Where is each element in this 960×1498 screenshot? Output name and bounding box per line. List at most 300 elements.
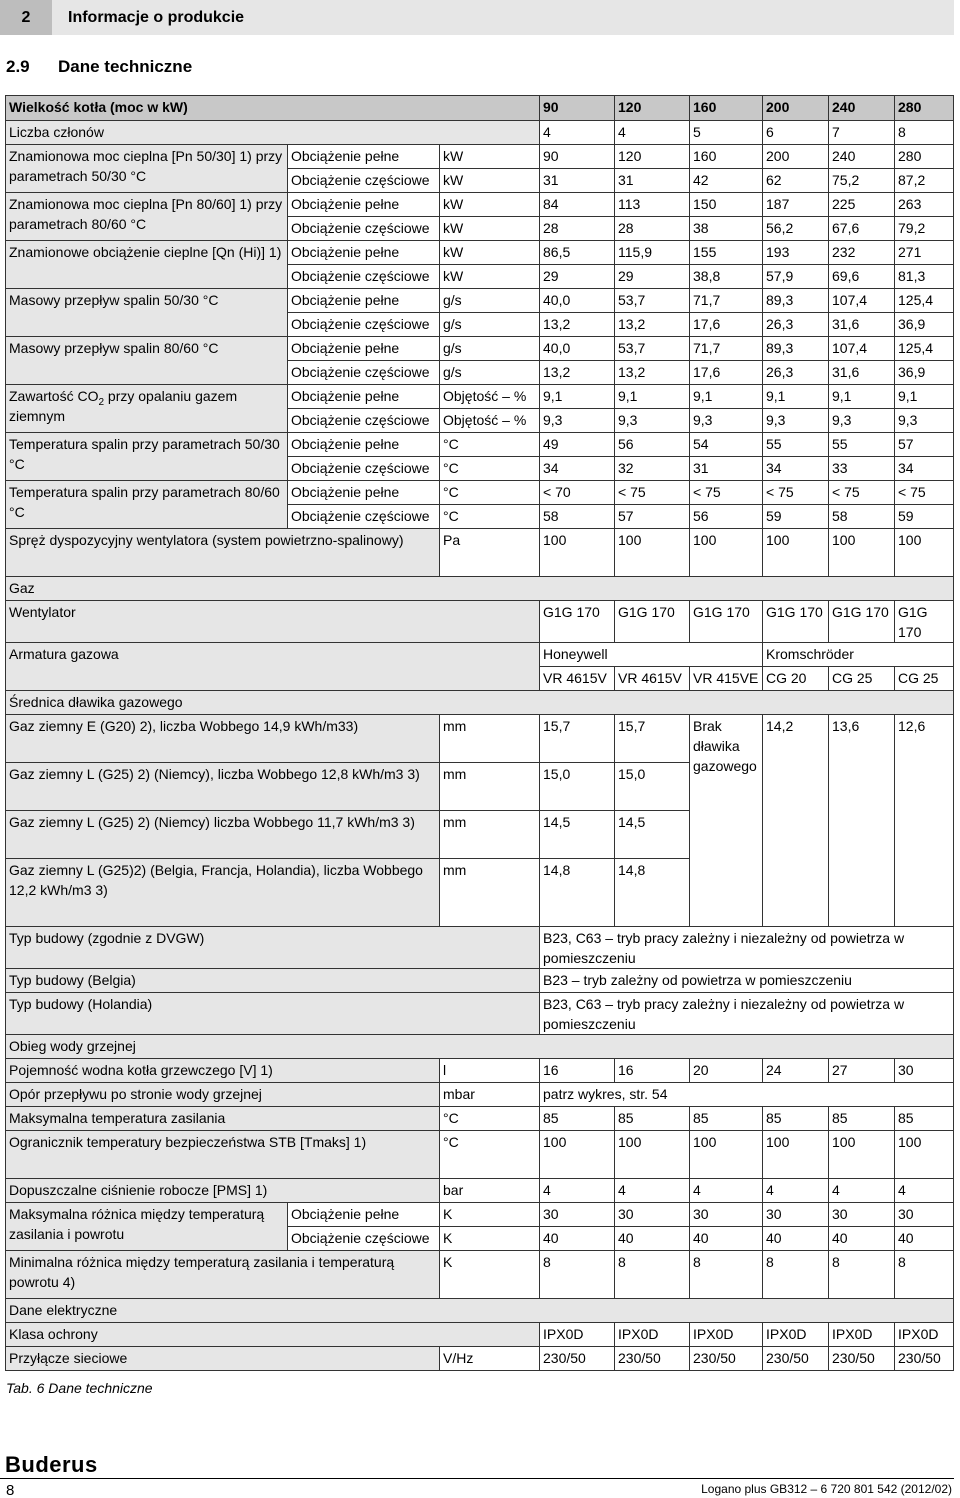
value-cell: 30 [690,1203,763,1227]
table-row [6,1035,954,1059]
value-cell: 100 [615,1131,690,1179]
technical-data-table [5,95,954,1371]
value-cell: IPX0D [615,1323,690,1347]
label-text: przy opalaniu gazem ziemnym [9,388,238,424]
value-cell: 36,9 [895,361,954,385]
value-cell: 38,8 [690,265,763,289]
value-cell: 9,3 [690,409,763,433]
value-cell: G1G 170 [615,601,690,643]
section-label: Dane elektryczne [6,1299,954,1323]
value-cell: 58 [540,505,615,529]
row-label: Gaz ziemny E (G20) 2), liczba Wobbego 14,9 kWh/m33) [6,715,440,763]
value-cell: 4 [540,1179,615,1203]
value-cell: 29 [540,265,615,289]
chapter-title: Informacje o produkcie [68,9,245,26]
value-cell: 56,2 [763,217,829,241]
header-size: 160 [690,96,763,121]
row-label: Maksymalna różnica między temperaturą zasilania i powrotu [6,1203,288,1251]
value-cell: 225 [829,193,895,217]
value-cell: 150 [690,193,763,217]
value-cell: 30 [829,1203,895,1227]
brand-logo: Buderus [5,1452,98,1477]
value-cell: < 75 [690,481,763,505]
unit-cell: g/s [440,337,540,361]
row-label: Temperatura spalin przy parametrach 80/60 °C [6,481,288,529]
table-row [6,1203,954,1227]
header-size: 90 [540,96,615,121]
value-cell: 17,6 [690,361,763,385]
value-cell: 57 [895,433,954,457]
value-cell: 100 [540,1131,615,1179]
section-number: 2.9 [6,57,30,76]
unit-cell: mm [440,859,540,927]
value-cell: 14,8 [540,859,615,927]
value-cell: VR 4615V [615,667,690,691]
value-cell: 42 [690,169,763,193]
section-label: Obieg wody grzejnej [6,1035,954,1059]
value-cell: 15,7 [540,715,615,763]
row-label: Przyłącze sieciowe [6,1347,440,1371]
load-cell: Obciążenie częściowe [288,169,440,193]
value-cell: 34 [540,457,615,481]
header-label: Wielkość kotła (moc w kW) [6,96,540,121]
value-cell: 14,5 [615,811,690,859]
value-cell: IPX0D [540,1323,615,1347]
value-cell: 89,3 [763,337,829,361]
value-cell: 33 [829,457,895,481]
unit-cell: °C [440,457,540,481]
load-cell: Obciążenie pełne [288,289,440,313]
value-cell: 49 [540,433,615,457]
value-cell: VR 415VE [690,667,763,691]
description-cell: patrz wykres, str. 54 [540,1083,954,1107]
chapter-number: 2 [0,0,52,35]
row-label: Ogranicznik temperatury bezpieczeństwa STB [Tmaks] 1) [6,1131,440,1179]
value-cell: G1G 170 [829,601,895,643]
row-label: Wentylator [6,601,540,643]
value-cell: 85 [615,1107,690,1131]
value-cell: 16 [615,1059,690,1083]
value-cell: 100 [615,529,690,577]
section-label: Gaz [6,577,954,601]
unit-cell: °C [440,433,540,457]
load-cell: Obciążenie częściowe [288,217,440,241]
value-cell: 263 [895,193,954,217]
value-cell: 59 [895,505,954,529]
value-cell: 27 [829,1059,895,1083]
value-cell: 8 [829,1251,895,1299]
value-cell: VR 4615V [540,667,615,691]
value-cell: 4 [615,121,690,145]
load-cell: Obciążenie pełne [288,1203,440,1227]
value-cell: 20 [690,1059,763,1083]
header-size: 120 [615,96,690,121]
description-cell: B23, C63 – tryb pracy zależny i niezależny od powietrza w pomieszczeniu [540,993,954,1035]
value-cell: 5 [690,121,763,145]
value-cell: 55 [763,433,829,457]
value-cell: 9,1 [763,385,829,409]
row-label: Temperatura spalin przy parametrach 50/30 °C [6,433,288,481]
value-cell: 81,3 [895,265,954,289]
row-label: Gaz ziemny L (G25) 2) (Niemcy) liczba Wobbego 11,7 kWh/m3 3) [6,811,440,859]
value-cell: 69,6 [829,265,895,289]
value-cell: 230/50 [615,1347,690,1371]
value-cell: 85 [895,1107,954,1131]
value-cell: 9,1 [829,385,895,409]
value-cell: 53,7 [615,289,690,313]
value-cell: 160 [690,145,763,169]
value-cell: 107,4 [829,289,895,313]
table-row [6,1323,954,1347]
value-cell: 40 [763,1227,829,1251]
row-label: Typ budowy (Belgia) [6,969,540,993]
unit-cell: Objętość – % [440,409,540,433]
value-cell: 31 [615,169,690,193]
row-label: Klasa ochrony [6,1323,540,1347]
value-cell: 232 [829,241,895,265]
value-cell: 56 [690,505,763,529]
value-cell: < 75 [829,481,895,505]
value-cell: 62 [763,169,829,193]
value-cell: < 75 [615,481,690,505]
unit-cell: g/s [440,289,540,313]
row-label: Typ budowy (zgodnie z DVGW) [6,927,540,969]
value-cell: 8 [763,1251,829,1299]
value-cell: 4 [690,1179,763,1203]
table-row [6,385,954,409]
value-cell: 28 [540,217,615,241]
value-cell: 30 [895,1059,954,1083]
value-cell: IPX0D [763,1323,829,1347]
value-cell: 13,2 [540,361,615,385]
unit-cell: bar [440,1179,540,1203]
value-cell: 9,1 [615,385,690,409]
value-cell: 13,2 [540,313,615,337]
row-label: Gaz ziemny L (G25)2) (Belgia, Francja, Holandia), liczba Wobbego 12,2 kWh/m3 3) [6,859,440,927]
row-label [6,385,288,433]
row-label: Masowy przepływ spalin 80/60 °C [6,337,288,385]
value-cell: 9,1 [540,385,615,409]
unit-cell: °C [440,481,540,505]
table-row [6,577,954,601]
value-cell: 13,2 [615,361,690,385]
value-cell: 40 [540,1227,615,1251]
value-cell: 54 [690,433,763,457]
value-cell: 30 [763,1203,829,1227]
load-cell: Obciążenie częściowe [288,265,440,289]
row-label: Dopuszczalne ciśnienie robocze [PMS] 1) [6,1179,440,1203]
value-cell: 84 [540,193,615,217]
table-row [6,145,954,169]
value-cell: 100 [895,1131,954,1179]
value-cell: CG 25 [829,667,895,691]
row-label: Armatura gazowa [6,643,540,691]
unit-cell: °C [440,505,540,529]
table-row [6,1107,954,1131]
value-cell: 90 [540,145,615,169]
table-row [6,481,954,505]
value-cell: 8 [615,1251,690,1299]
table-row [6,529,954,577]
value-cell: 57 [615,505,690,529]
value-cell: 280 [895,145,954,169]
value-cell: 40 [615,1227,690,1251]
value-cell: 12,6 [895,715,954,927]
row-label: Gaz ziemny L (G25) 2) (Niemcy), liczba Wobbego 12,8 kWh/m3 3) [6,763,440,811]
value-cell: IPX0D [829,1323,895,1347]
value-cell: 13,2 [615,313,690,337]
value-cell: 38 [690,217,763,241]
value-cell: 31,6 [829,361,895,385]
unit-cell: K [440,1251,540,1299]
section-heading [6,57,192,77]
manufacturer-cell: Honeywell [540,643,763,667]
row-label: Liczba członów [6,121,540,145]
value-cell: 240 [829,145,895,169]
table-header-row [6,96,954,121]
section-label: Średnica dławika gazowego [6,691,954,715]
value-cell: 120 [615,145,690,169]
table-row [6,1347,954,1371]
load-cell: Obciążenie częściowe [288,409,440,433]
value-cell: IPX0D [895,1323,954,1347]
table-row [6,643,954,667]
value-cell: < 70 [540,481,615,505]
value-cell: 71,7 [690,289,763,313]
load-cell: Obciążenie pełne [288,433,440,457]
table-row [6,1251,954,1299]
value-cell: 75,2 [829,169,895,193]
value-cell: 9,1 [895,385,954,409]
value-cell: 14,2 [763,715,829,927]
value-cell: 230/50 [829,1347,895,1371]
unit-cell: g/s [440,361,540,385]
value-cell: 7 [829,121,895,145]
value-cell: 230/50 [895,1347,954,1371]
footer-rule [0,1478,954,1479]
header-size: 200 [763,96,829,121]
unit-cell: mbar [440,1083,540,1107]
load-cell: Obciążenie pełne [288,337,440,361]
value-cell: 4 [829,1179,895,1203]
row-label: Spręż dyspozycyjny wentylatora (system powietrzno-spalinowy) [6,529,440,577]
value-cell: 9,3 [540,409,615,433]
unit-cell: kW [440,241,540,265]
value-cell: 57,9 [763,265,829,289]
unit-cell: g/s [440,313,540,337]
table-row [6,715,954,763]
value-cell: 59 [763,505,829,529]
unit-cell: kW [440,169,540,193]
unit-cell: l [440,1059,540,1083]
value-cell: 31 [540,169,615,193]
manufacturer-cell: Kromschröder [763,643,954,667]
chapter-header-bar [0,0,954,35]
value-cell: 31 [690,457,763,481]
value-cell: 26,3 [763,361,829,385]
load-cell: Obciążenie częściowe [288,313,440,337]
table-row [6,1131,954,1179]
value-cell: 26,3 [763,313,829,337]
row-label: Masowy przepływ spalin 50/30 °C [6,289,288,337]
value-cell: 9,1 [690,385,763,409]
value-cell: 67,6 [829,217,895,241]
value-cell: 14,8 [615,859,690,927]
value-cell: CG 20 [763,667,829,691]
table-row [6,193,954,217]
row-label: Opór przepływu po stronie wody grzejnej [6,1083,440,1107]
value-cell: 125,4 [895,337,954,361]
value-cell: 15,7 [615,715,690,763]
unit-cell: kW [440,265,540,289]
value-cell: 30 [895,1203,954,1227]
load-cell: Obciążenie częściowe [288,361,440,385]
value-cell: 100 [763,1131,829,1179]
value-cell: 4 [540,121,615,145]
value-cell: 29 [615,265,690,289]
value-cell: 34 [763,457,829,481]
row-label: Znamionowa moc cieplna [Pn 50/30] 1) przy parametrach 50/30 °C [6,145,288,193]
unit-cell: Objętość – % [440,385,540,409]
value-cell: 71,7 [690,337,763,361]
table-row [6,289,954,313]
value-cell: 32 [615,457,690,481]
description-cell: B23, C63 – tryb pracy zależny i niezależny od powietrza w pomieszczeniu [540,927,954,969]
page-number: 8 [6,1482,15,1498]
row-label: Pojemność wodna kotła grzewczego [V] 1) [6,1059,440,1083]
unit-cell: mm [440,811,540,859]
unit-cell: kW [440,145,540,169]
value-cell: 100 [763,529,829,577]
table-row [6,601,954,643]
row-label: Minimalna różnica między temperaturą zasilania i temperaturą powrotu 4) [6,1251,440,1299]
value-cell: G1G 170 [690,601,763,643]
load-cell: Obciążenie częściowe [288,457,440,481]
value-cell: 8 [895,1251,954,1299]
value-cell: 36,9 [895,313,954,337]
unit-cell: K [440,1203,540,1227]
value-cell: 14,5 [540,811,615,859]
value-cell: 4 [615,1179,690,1203]
table-row [6,1083,954,1107]
value-cell: 187 [763,193,829,217]
load-cell: Obciążenie częściowe [288,505,440,529]
row-label: Typ budowy (Holandia) [6,993,540,1035]
value-cell: 89,3 [763,289,829,313]
table-row [6,337,954,361]
value-cell: 85 [763,1107,829,1131]
value-cell: 230/50 [690,1347,763,1371]
table-row [6,927,954,969]
table-row [6,1059,954,1083]
load-cell: Obciążenie pełne [288,193,440,217]
unit-cell: V/Hz [440,1347,540,1371]
value-cell: 30 [540,1203,615,1227]
unit-cell: mm [440,715,540,763]
table-row [6,1299,954,1323]
value-cell: 8 [690,1251,763,1299]
value-cell: 4 [895,1179,954,1203]
value-cell: 15,0 [615,763,690,811]
value-cell: 16 [540,1059,615,1083]
value-cell: 17,6 [690,313,763,337]
value-cell: 9,3 [615,409,690,433]
value-cell: 100 [829,1131,895,1179]
unit-cell: kW [440,193,540,217]
table-caption: Tab. 6 Dane techniczne [6,1380,153,1396]
row-label: Znamionowe obciążenie cieplne [Qn (Hi)] 1) [6,241,288,289]
row-label: Znamionowa moc cieplna [Pn 80/60] 1) przy parametrach 80/60 °C [6,193,288,241]
value-cell: 31,6 [829,313,895,337]
value-cell: G1G 170 [763,601,829,643]
value-cell: 100 [690,529,763,577]
value-cell: 40 [895,1227,954,1251]
unit-cell: °C [440,1131,540,1179]
value-cell: 9,3 [895,409,954,433]
section-title: Dane techniczne [58,57,193,76]
value-cell: 230/50 [540,1347,615,1371]
value-cell: 40,0 [540,337,615,361]
value-cell: 86,5 [540,241,615,265]
load-cell: Obciążenie pełne [288,145,440,169]
value-cell: 125,4 [895,289,954,313]
value-cell: 115,9 [615,241,690,265]
value-cell: 9,3 [829,409,895,433]
unit-cell: mm [440,763,540,811]
value-cell: 28 [615,217,690,241]
value-cell: 40 [690,1227,763,1251]
value-cell: G1G 170 [540,601,615,643]
value-cell: < 75 [763,481,829,505]
value-cell: 24 [763,1059,829,1083]
no-restrictor-note: Brak dławika gazowego [690,715,763,927]
table-row [6,121,954,145]
unit-cell: K [440,1227,540,1251]
value-cell: 40,0 [540,289,615,313]
value-cell: 100 [829,529,895,577]
label-subscript: 2 [98,396,105,408]
unit-cell: °C [440,1107,540,1131]
description-cell: B23 – tryb zależny od powietrza w pomieszczeniu [540,969,954,993]
label-text: Zawartość CO [9,388,99,404]
value-cell: 155 [690,241,763,265]
value-cell: 87,2 [895,169,954,193]
value-cell: 6 [763,121,829,145]
value-cell: 56 [615,433,690,457]
load-cell: Obciążenie pełne [288,481,440,505]
value-cell: 107,4 [829,337,895,361]
value-cell: 85 [829,1107,895,1131]
load-cell: Obciążenie pełne [288,241,440,265]
value-cell: 8 [895,121,954,145]
value-cell: 100 [540,529,615,577]
value-cell: 4 [763,1179,829,1203]
value-cell: 13,6 [829,715,895,927]
value-cell: < 75 [895,481,954,505]
table-row [6,969,954,993]
value-cell: 58 [829,505,895,529]
value-cell: 100 [895,529,954,577]
table-row [6,1179,954,1203]
value-cell: 100 [690,1131,763,1179]
value-cell: CG 25 [895,667,954,691]
value-cell: G1G 170 [895,601,954,643]
table-row [6,241,954,265]
unit-cell: kW [440,217,540,241]
table-row [6,993,954,1035]
unit-cell: Pa [440,529,540,577]
value-cell: 193 [763,241,829,265]
